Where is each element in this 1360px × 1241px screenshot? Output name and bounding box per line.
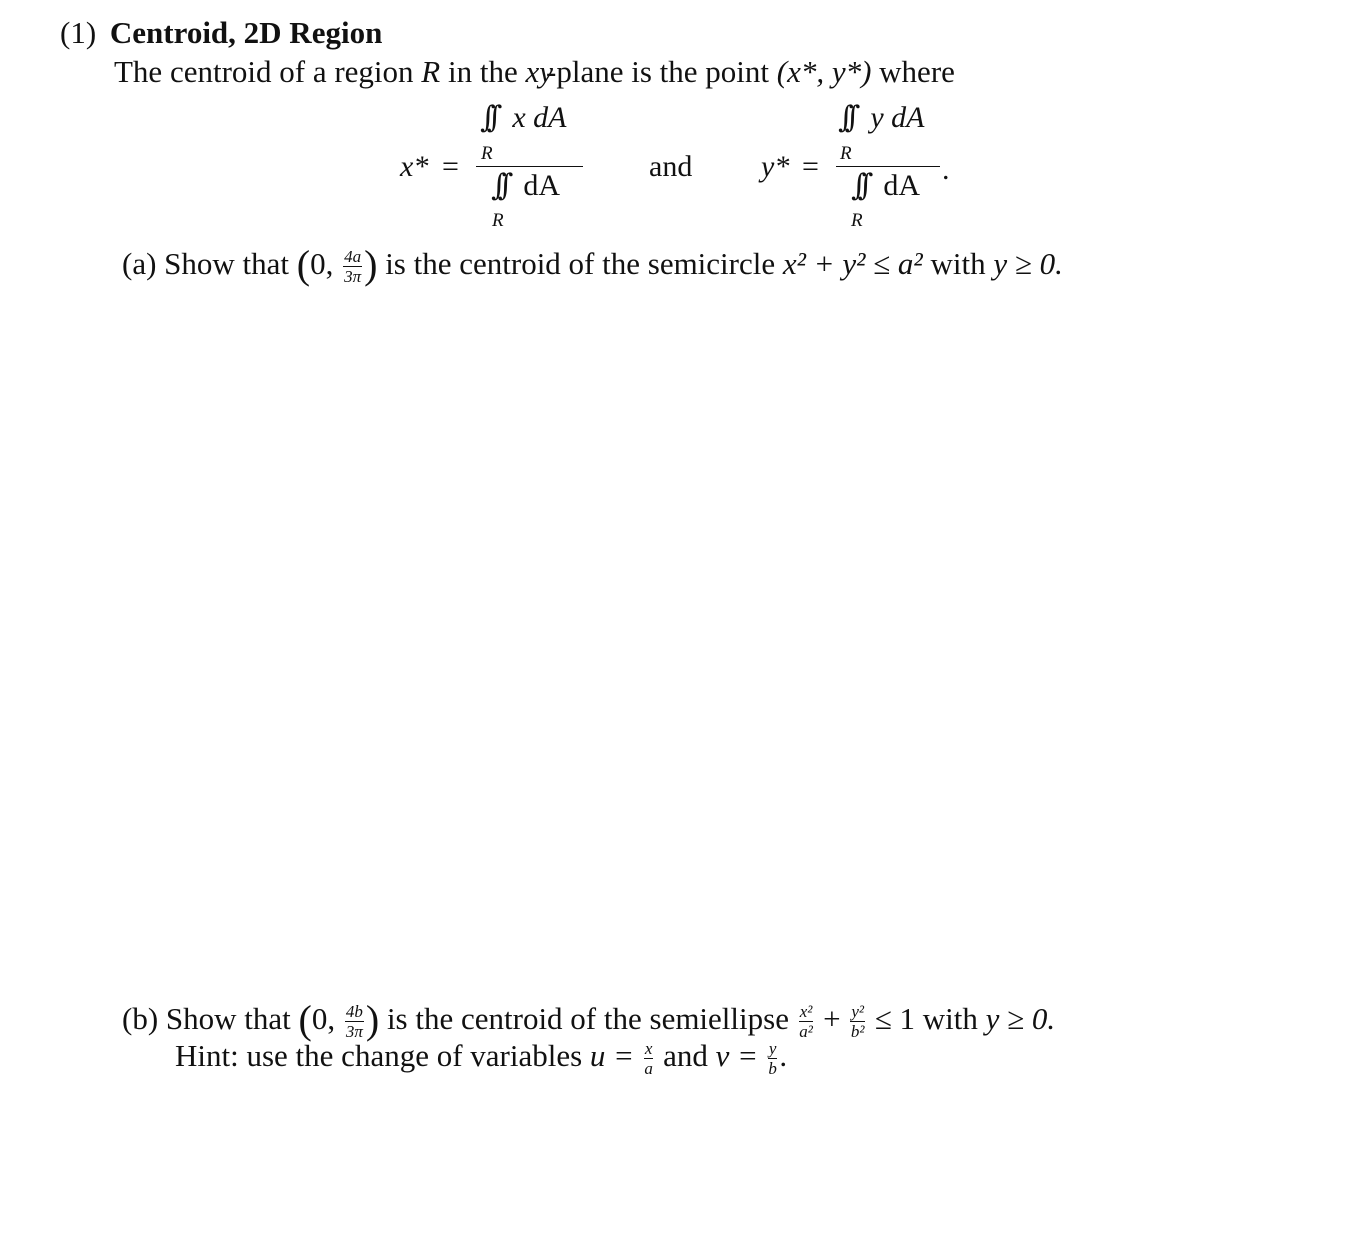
- part-a-inequality: x² + y² ≤ a²: [782, 246, 923, 281]
- y-numerator: [838, 100, 925, 135]
- y-fraction-bar: [836, 166, 940, 167]
- double-integral-sign: ∫∫: [491, 168, 505, 203]
- ellipse-x-fraction: [799, 1003, 814, 1040]
- ellipse-y-fraction: [850, 1003, 865, 1040]
- part-a-label: (a): [122, 246, 157, 281]
- x-denominator: [491, 168, 560, 203]
- ellipse-x-num: x²: [799, 1002, 813, 1022]
- intro-text-2: in the: [447, 54, 518, 89]
- double-integral-sign: ∫∫: [851, 168, 865, 203]
- x-numerator-region: R: [481, 143, 493, 164]
- part-a-open-paren: (: [296, 242, 311, 287]
- x-fraction-bar: [476, 166, 583, 167]
- part-a-frac-num: 4a: [344, 247, 362, 267]
- double-integral-sign: ∫∫: [838, 100, 852, 135]
- hint-and: and: [663, 1038, 708, 1073]
- x-denominator-region: R: [492, 210, 504, 231]
- part-a-close-paren: ): [364, 242, 378, 287]
- part-b-frac-num: 4b: [345, 1002, 363, 1022]
- y-denominator-integrand: dA: [883, 169, 921, 202]
- ellipse-x-den: a²: [799, 1022, 813, 1042]
- hint-v-fraction: [768, 1040, 778, 1077]
- x-numerator: [480, 100, 567, 135]
- ellipse-inequality-rest: ≤ 1: [874, 1001, 916, 1036]
- intro-point: (x*, y*): [776, 54, 872, 89]
- x-numerator-integrand: x dA: [512, 101, 567, 134]
- y-numerator-integrand: y dA: [870, 101, 925, 134]
- intro-text-3: -plane is the point: [546, 54, 769, 89]
- hint-u-fraction: [644, 1040, 654, 1077]
- problem-title: Centroid, 2D Region: [109, 15, 383, 50]
- ellipse-y-num: y²: [851, 1002, 865, 1022]
- formula-connector: and: [649, 150, 693, 183]
- part-a-condition: y ≥ 0.: [993, 246, 1063, 281]
- part-a-text-3: with: [930, 246, 986, 281]
- hint-v-eq: v =: [715, 1038, 759, 1073]
- hint-v-num: y: [768, 1039, 777, 1059]
- y-equals: =: [802, 150, 819, 183]
- part-b-label: (b): [122, 1001, 159, 1036]
- y-denominator-region: R: [851, 210, 863, 231]
- part-a-fraction: [343, 248, 362, 285]
- ellipse-plus: +: [823, 1001, 841, 1036]
- intro-text-4: where: [879, 54, 955, 89]
- part-b-text-1: Show that: [165, 1001, 291, 1036]
- hint-end: .: [779, 1038, 788, 1073]
- problem-heading: [60, 17, 382, 48]
- y-star-lhs: y*: [761, 150, 790, 183]
- part-b-zero: 0,: [311, 1001, 336, 1036]
- intro-region-symbol: R: [421, 54, 441, 89]
- hint-u-eq: u =: [589, 1038, 635, 1073]
- problem-number: (1): [60, 15, 97, 50]
- part-b-text-3: with: [922, 1001, 978, 1036]
- x-star-lhs: x*: [400, 150, 429, 183]
- y-numerator-region: R: [840, 143, 852, 164]
- part-b-frac-den: 3π: [345, 1022, 363, 1042]
- part-a: [122, 242, 1063, 287]
- part-b-fraction: [345, 1003, 364, 1040]
- part-b-hint: [175, 1040, 787, 1077]
- part-b-condition: y ≥ 0.: [985, 1001, 1056, 1036]
- hint-text: use the change of variables: [246, 1038, 583, 1073]
- intro-text-1: The centroid of a region: [114, 54, 414, 89]
- hint-label: Hint:: [175, 1038, 239, 1073]
- x-denominator-integrand: dA: [523, 169, 561, 202]
- part-b-open-paren: (: [298, 997, 312, 1042]
- x-equals: =: [442, 150, 459, 183]
- hint-u-den: a: [644, 1059, 653, 1079]
- part-a-frac-den: 3π: [344, 267, 362, 287]
- formula-end-period: .: [942, 153, 950, 186]
- intro-sentence: [114, 56, 955, 87]
- part-a-text-2: is the centroid of the semicircle: [385, 246, 776, 281]
- part-b-text-2: is the centroid of the semiellipse: [386, 1001, 789, 1036]
- intro-xy: xy: [525, 54, 554, 89]
- part-b-close-paren: ): [365, 997, 380, 1042]
- part-a-text-1: Show that: [164, 246, 290, 281]
- part-b: [122, 997, 1056, 1042]
- part-a-zero: 0,: [310, 246, 334, 281]
- ellipse-y-den: b²: [850, 1022, 865, 1042]
- double-integral-sign: ∫∫: [480, 100, 494, 135]
- y-denominator: [851, 168, 920, 203]
- hint-v-den: b: [768, 1059, 777, 1079]
- hint-u-num: x: [644, 1039, 653, 1059]
